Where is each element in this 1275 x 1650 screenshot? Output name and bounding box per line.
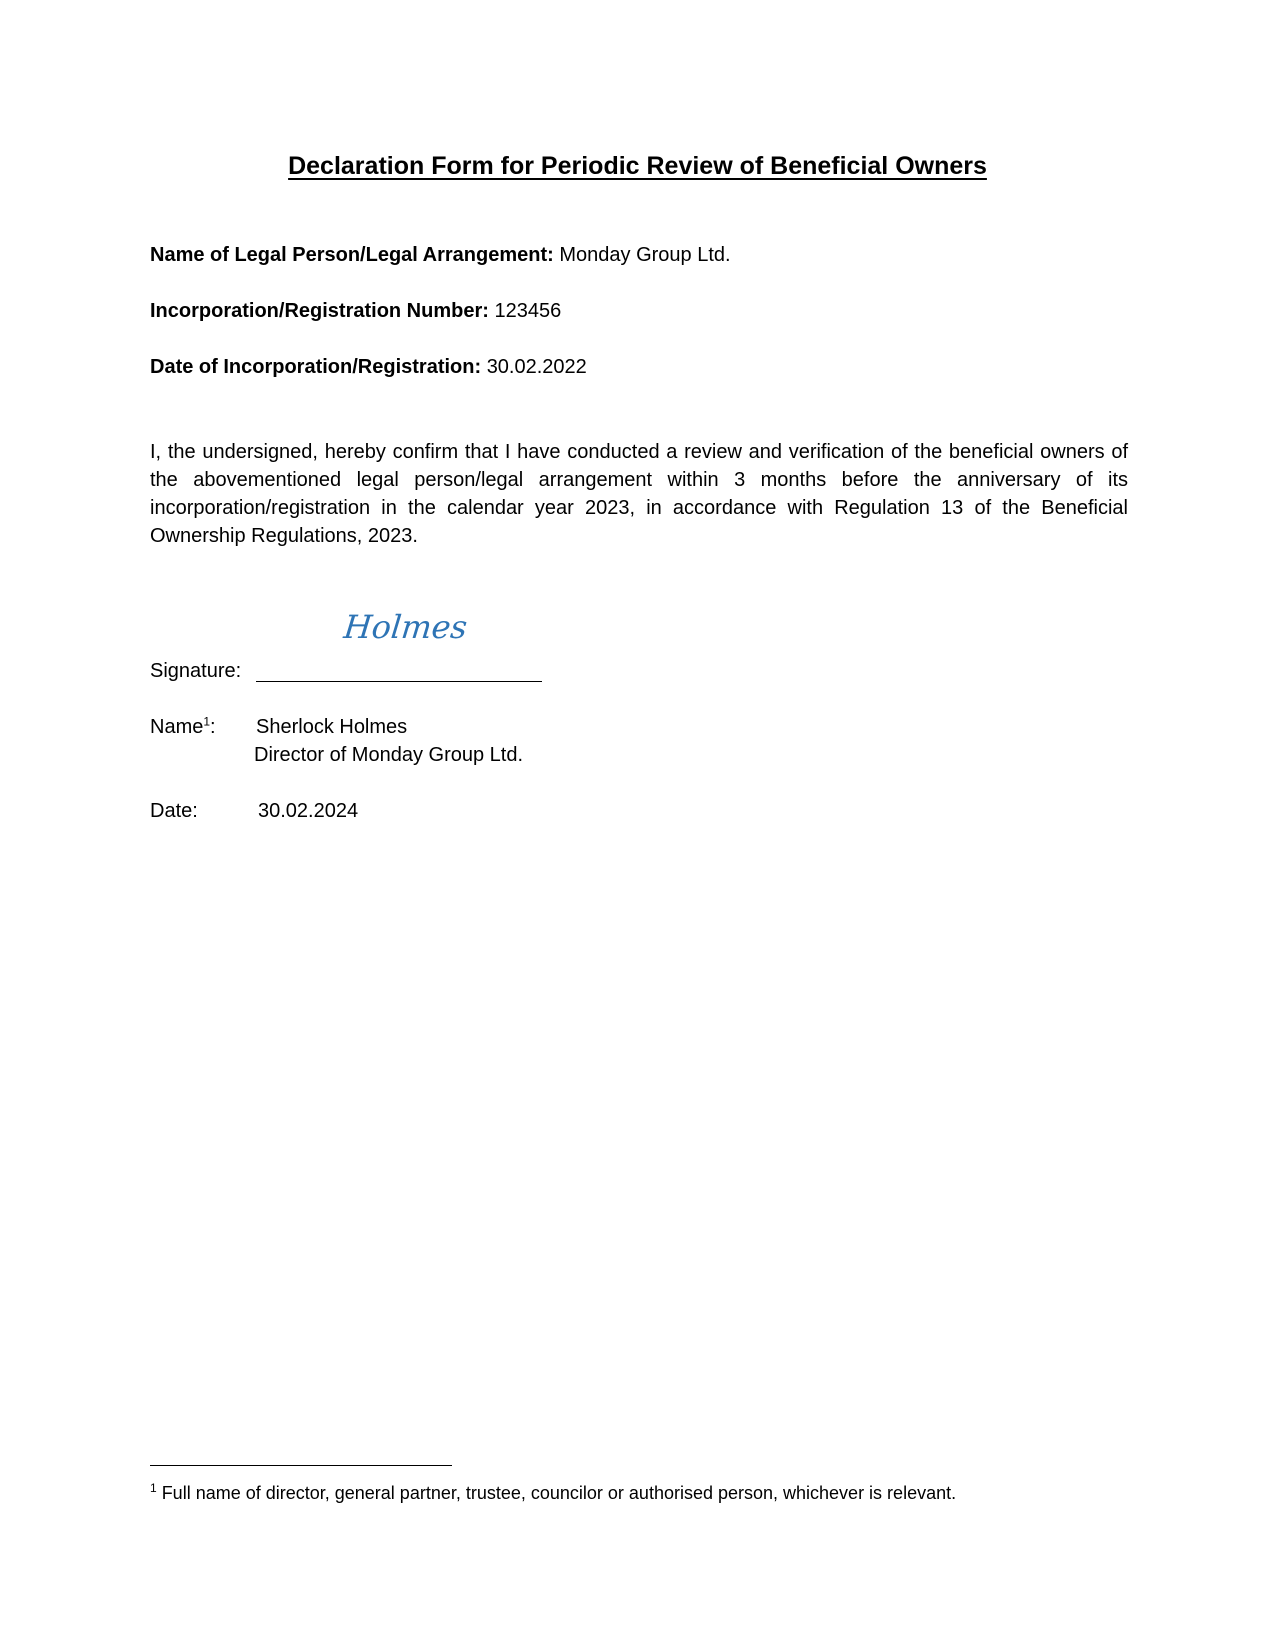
- signature-line: [256, 681, 542, 682]
- footnote: [150, 1483, 956, 1504]
- document-title: Declaration Form for Periodic Review of Beneficial Owners: [288, 152, 987, 180]
- handwritten-signature: Holmes: [342, 608, 470, 646]
- date-value: 30.02.2024: [258, 800, 359, 822]
- signature-label: Signature:: [150, 660, 242, 682]
- legal-name-value: Monday Group Ltd.: [559, 244, 731, 266]
- footnote-reference: 1: [203, 714, 211, 729]
- footnote-text: Full name of director, general partner, trustee, councilor or authorised person, whichever is relevant.: [156, 1483, 957, 1503]
- declaration-paragraph: I, the undersigned, hereby confirm that I have conducted a review and verification of the beneficial owners of the abovementioned legal person/legal arrangement within 3 months before the anniversary of its incorporation/registration in the calendar year 2023, in accordance with Regulation 13 of the Beneficial Ownership Regulations, 2023.: [150, 441, 1128, 547]
- name-label: [150, 716, 216, 739]
- registration-number-field: [150, 300, 561, 323]
- signatory-name: Sherlock Holmes: [256, 716, 408, 738]
- date-label: Date:: [150, 800, 198, 822]
- name-label-colon: :: [210, 716, 216, 738]
- footnote-marker: 1: [150, 1481, 157, 1495]
- registration-number-value: 123456: [494, 300, 562, 322]
- registration-date-label: Date of Incorporation/Registration:: [150, 356, 482, 378]
- registration-number-label: Incorporation/Registration Number:: [150, 300, 489, 322]
- legal-name-field: [150, 244, 731, 267]
- registration-date-value: 30.02.2022: [486, 356, 587, 378]
- signatory-title: Director of Monday Group Ltd.: [254, 744, 524, 766]
- registration-date-field: [150, 356, 587, 379]
- name-label-text: Name: [150, 716, 204, 738]
- legal-name-label: Name of Legal Person/Legal Arrangement:: [150, 244, 554, 266]
- footnote-separator: [150, 1465, 452, 1466]
